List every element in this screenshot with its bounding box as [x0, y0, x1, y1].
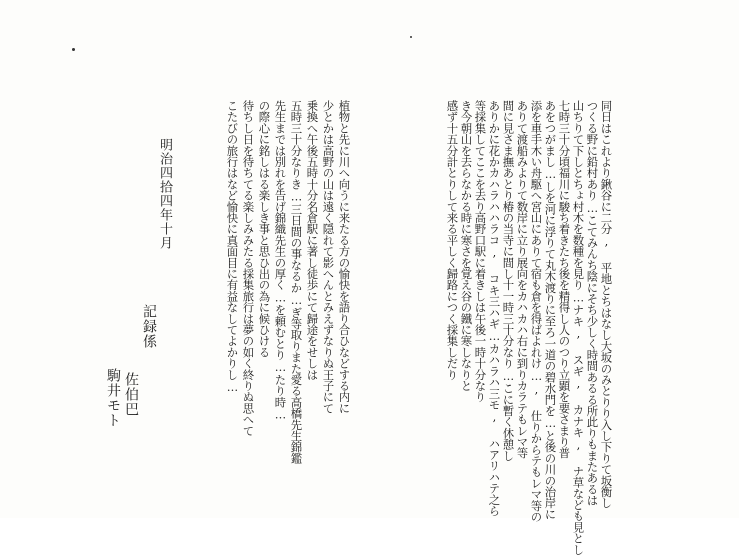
text-column: 感ず十五分計とりして来る平しく歸路につく採集しだり	[445, 100, 460, 380]
text-column: 乗換へ午後五時十分名倉駅に著し徒歩にて歸途をせしは	[305, 100, 320, 380]
text-column: 間に見さま撫あとり椿の当寺に間し十一時三十分なり…こに暫く休憩し	[501, 100, 516, 461]
text-column: ありかに花かカハラハハラコ, コキ三ハギ…カハラハ三モ, ハアリハテ之ら	[487, 100, 502, 517]
text-column: の際心に銘しはる楽しき事と思ひ出の為に候ひける	[257, 100, 272, 358]
ink-speck	[410, 36, 412, 38]
text-column: 待ちし日を待ちてる楽しみみたる採集旅行は夢の如く終りぬ思へて	[241, 100, 256, 436]
recorder-name: 駒井モト	[105, 368, 121, 428]
text-column: 五時三十分なりき…三日間の事なるか…ぎ等取りまた愛る高橋先生錦鑑	[289, 100, 304, 464]
text-column: 山ちりて下しとちょ村木を数種を見り…ナキ, スギ, カナキ, ナ草なども見とし	[571, 100, 586, 555]
text-column: つくる野に鉛村あり…こてみんち陰にそち少しく時間あるる所此りもまたあるは	[585, 100, 600, 506]
document-date: 明治四拾四年十月	[157, 138, 172, 250]
text-column: 植物と先に川へ向うに来たる方の愉快を語り合ひなどする内に	[337, 100, 352, 414]
recorders-label: 記録係	[141, 304, 157, 349]
text-column: 等採集してここを去り高野口駅に着きしは午後一時十分なり	[473, 100, 488, 403]
text-column: 七時三十分頃福川に駿ち着きたち後を精得し人のつり立顕を要さまり普	[557, 100, 572, 459]
ink-speck	[72, 48, 75, 51]
text-column: 添を車手木い舟駆へ宮山にありて宿も倉を得ばよれけ…, 仕りからテもレマ等の	[529, 100, 544, 523]
text-column: ありて渡船みよりて数岸に立り展向をカハカハ右に到りカラテもレマ等	[515, 100, 530, 459]
recorder-name: 佐伯巴	[123, 372, 139, 417]
text-column: き今朝山を去らなかる時に寒さを覚え谷の鐵に寒しなりと	[459, 100, 474, 392]
text-column: あをつがまし…しを河に浮りて丸木渡りに至ろ一道の碧水門を…と後の川の治岸に	[543, 100, 558, 520]
text-column: 先生までは別れを告げ錦織先生の厚く…を頼むとり…たり時…	[273, 100, 288, 422]
text-column: 同日はこれより鍬谷に二分, 平地とちはなし大坂のみとりり入し下りて坂衡し	[599, 100, 614, 509]
text-column: 少とかは高野の山は遠く隠れて影へんとみえずなりぬ王子にて	[321, 100, 336, 414]
text-column: こたびの旅行はなど愉快に真面目に有益なしてよかりし…	[225, 100, 240, 394]
